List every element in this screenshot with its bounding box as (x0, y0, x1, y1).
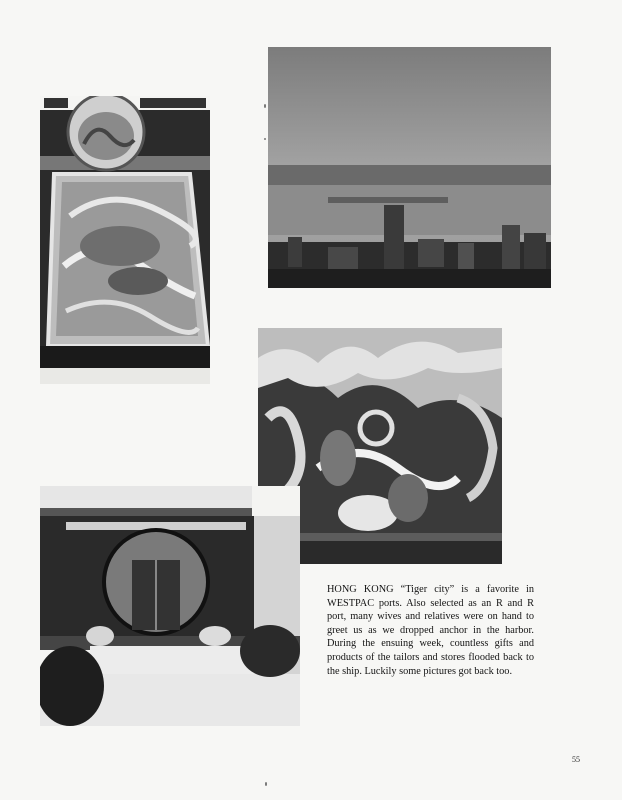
scan-speck (264, 104, 266, 108)
scan-speck (264, 138, 266, 140)
harbor-skyline-photo (268, 47, 551, 288)
temple-relief-photo (40, 96, 210, 384)
photo-caption: HONG KONG “Tiger city” is a favorite in WESTPAC ports. Also selected as an R and R port, many wives and relatives were on hand to greet us as we dropped anchor in the harbor. During the ensuing week, countless gifts and products of the tailors and stores flooded back to the ship. Luckily some pictures got back too. (327, 584, 534, 677)
scan-speck (265, 782, 267, 786)
moon-gate-photo (40, 486, 300, 726)
page-number: 55 (572, 755, 580, 764)
